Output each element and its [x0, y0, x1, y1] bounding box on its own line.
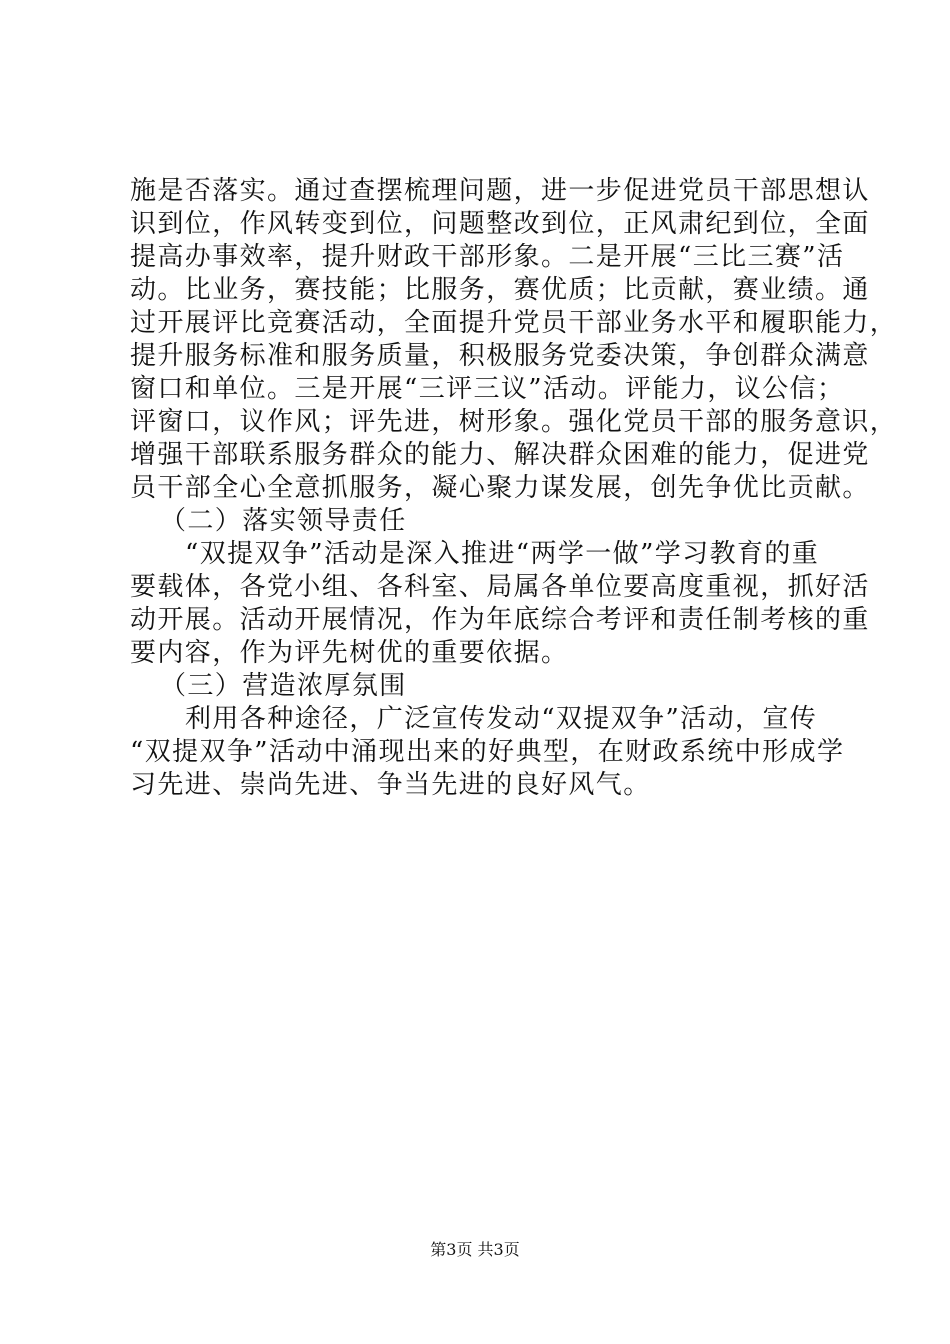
body-text-line: “双提双争”活动是深入推进“两学一做”学习教育的重 [185, 539, 820, 569]
body-text-line: 提升服务标准和服务质量，积极服务党委决策，争创群众满意 [130, 341, 870, 371]
body-text-line: 利用各种途径，广泛宣传发动“双提双争”活动，宣传 [185, 704, 818, 734]
body-text-line: 要载体，各党小组、各科室、局属各单位要高度重视，抓好活 [130, 572, 870, 602]
body-text-line: 识到位，作风转变到位，问题整改到位，正风肃纪到位，全面 [130, 209, 870, 239]
body-text-line: 过开展评比竞赛活动，全面提升党员干部业务水平和履职能力， [130, 308, 898, 338]
body-text-line: 动。比业务，赛技能；比服务，赛优质；比贡献，赛业绩。通 [130, 275, 870, 305]
body-text-line: 员干部全心全意抓服务，凝心聚力谋发展，创先争优比贡献。 [130, 473, 870, 503]
body-text-line: 评窗口，议作风；评先进，树形象。强化党员干部的服务意识， [130, 407, 898, 437]
body-text-line: 动开展。活动开展情况，作为年底综合考评和责任制考核的重 [130, 605, 870, 635]
section-heading: （二）落实领导责任 [160, 506, 407, 536]
page-number-footer: 第3页 共3页 [430, 1240, 520, 1259]
body-text-line: 提高办事效率，提升财政干部形象。二是开展“三比三赛”活 [130, 242, 845, 272]
body-text-line: “双提双争”活动中涌现出来的好典型，在财政系统中形成学 [130, 737, 845, 767]
body-text-line: 增强干部联系服务群众的能力、解决群众困难的能力，促进党 [130, 440, 870, 470]
body-text-line: 要内容，作为评先树优的重要依据。 [130, 638, 569, 668]
body-text-line: 窗口和单位。三是开展“三评三议”活动。评能力，议公信； [130, 374, 845, 404]
body-text-line: 施是否落实。通过查摆梳理问题，进一步促进党员干部思想认 [130, 176, 870, 206]
body-text-line: 习先进、崇尚先进、争当先进的良好风气。 [130, 770, 651, 800]
section-heading: （三）营造浓厚氛围 [160, 671, 407, 701]
